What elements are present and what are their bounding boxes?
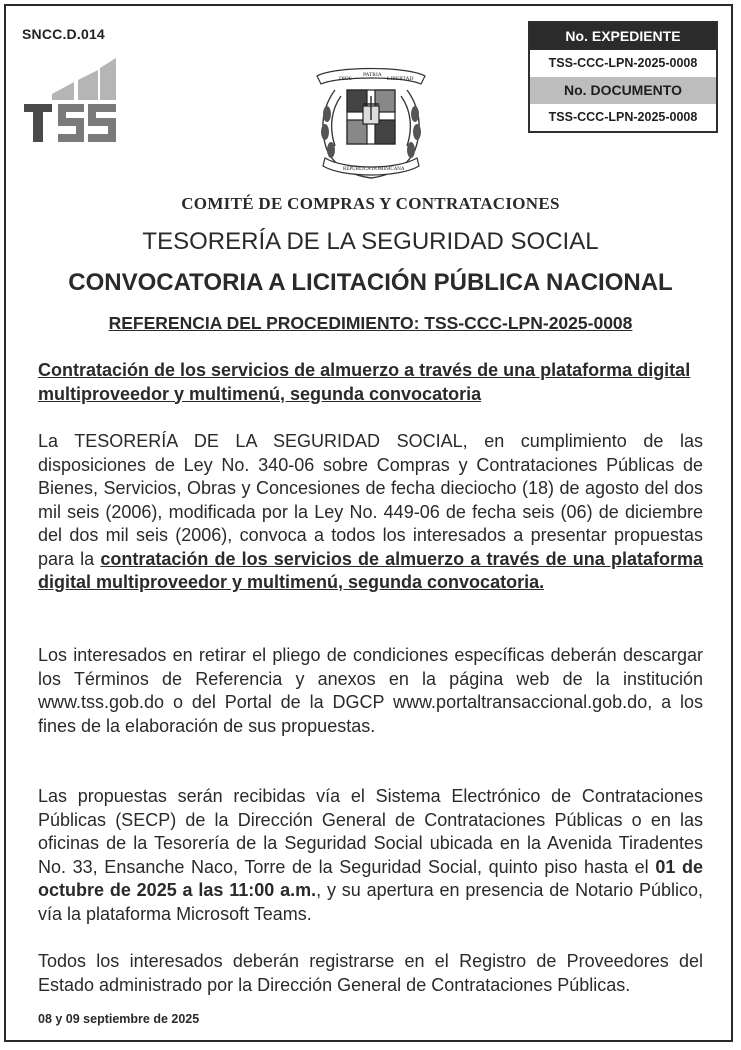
documento-label: No. DOCUMENTO [530,77,716,104]
expediente-label: No. EXPEDIENTE [530,23,716,50]
expediente-value: TSS-CCC-LPN-2025-0008 [548,56,698,70]
tss-logo [22,54,118,144]
svg-text:REPÚBLICA DOMINICANA: REPÚBLICA DOMINICANA [343,167,405,172]
svg-text:PATRIA: PATRIA [363,72,382,78]
documento-value: TSS-CCC-LPN-2025-0008 [548,110,698,124]
paragraph-download-instructions: Los interesados en retirar el pliego de condiciones específicas deberán descargar los Términos de Referencia y anexos en la página web de la institución www.tss.gob.do o del Portal de la DGCP www.portaltransaccional.gob.do, a los fines de la elaboración de sus propuestas. [38,645,703,736]
publication-date: 08 y 09 septiembre de 2025 [38,1012,200,1026]
submission-text: Las propuestas serán recibidas vía el Sistema Electrónico de Contrataciones Públicas (SECP) de la Dirección General de Contrataciones Públicas o en las oficinas de la Tesorería de la Seguridad Social ubicada en la Avenida Tiradentes No. 33, Ensanche Naco, Torre de la Seguridad Social, quinto piso hasta el [38,786,703,877]
deadline: 01 de octubre de 2025 a las 11:00 a.m. [38,856,703,900]
procurement-subject: Contratación de los servicios de almuerzo a través de una plataforma digital multiproveedor y multimenú, segunda convocatoria [38,360,691,404]
institution-name: TESORERÍA DE LA SEGURIDAD SOCIAL [142,228,599,255]
paragraph-legal-basis [38,430,703,595]
call-title: CONVOCATORIA A LICITACIÓN PÚBLICA NACIONAL [68,269,673,296]
svg-text:DIOS: DIOS [339,76,352,82]
svg-text:LIBERTAD: LIBERTAD [387,76,414,82]
paragraph-registration: Todos los interesados deberán registrarse en el Registro de Proveedores del Estado administrado por la Dirección General de Contrataciones Públicas. [38,951,703,995]
committee-heading: COMITÉ DE COMPRAS Y CONTRATACIONES [181,194,560,213]
coat-of-arms-emblem [305,58,437,182]
logo-letters [24,104,52,142]
procedure-reference: REFERENCIA DEL PROCEDIMIENTO: TSS-CCC-LPN-2025-0008 [108,313,633,333]
form-code: SNCC.D.014 [22,26,105,42]
service-emphasis: contratación de los servicios de almuerzo a través de una plataforma digital multiproveedor y multimenú, segunda convocatoria. [38,548,703,592]
expediente-box [528,21,718,133]
paragraph-submission [38,785,703,926]
paragraph-legal-basis-text: La TESORERÍA DE LA SEGURIDAD SOCIAL, en cumplimiento de las disposiciones de Ley No. 340-06 sobre Compras y Contrataciones Públicas de Bienes, Servicios, Obras y Concesiones de fecha dieciocho (18) de agosto del dos mil seis (2006), modificada por la Ley No. 449-06 de fecha seis (06) de diciembre del dos mil seis (2006), convoca a todos los interesados a presentar propuestas para la [38,431,703,569]
submission-text-end: , y su apertura en presencia de Notario Público, vía la plataforma Microsoft Teams. [38,880,703,924]
